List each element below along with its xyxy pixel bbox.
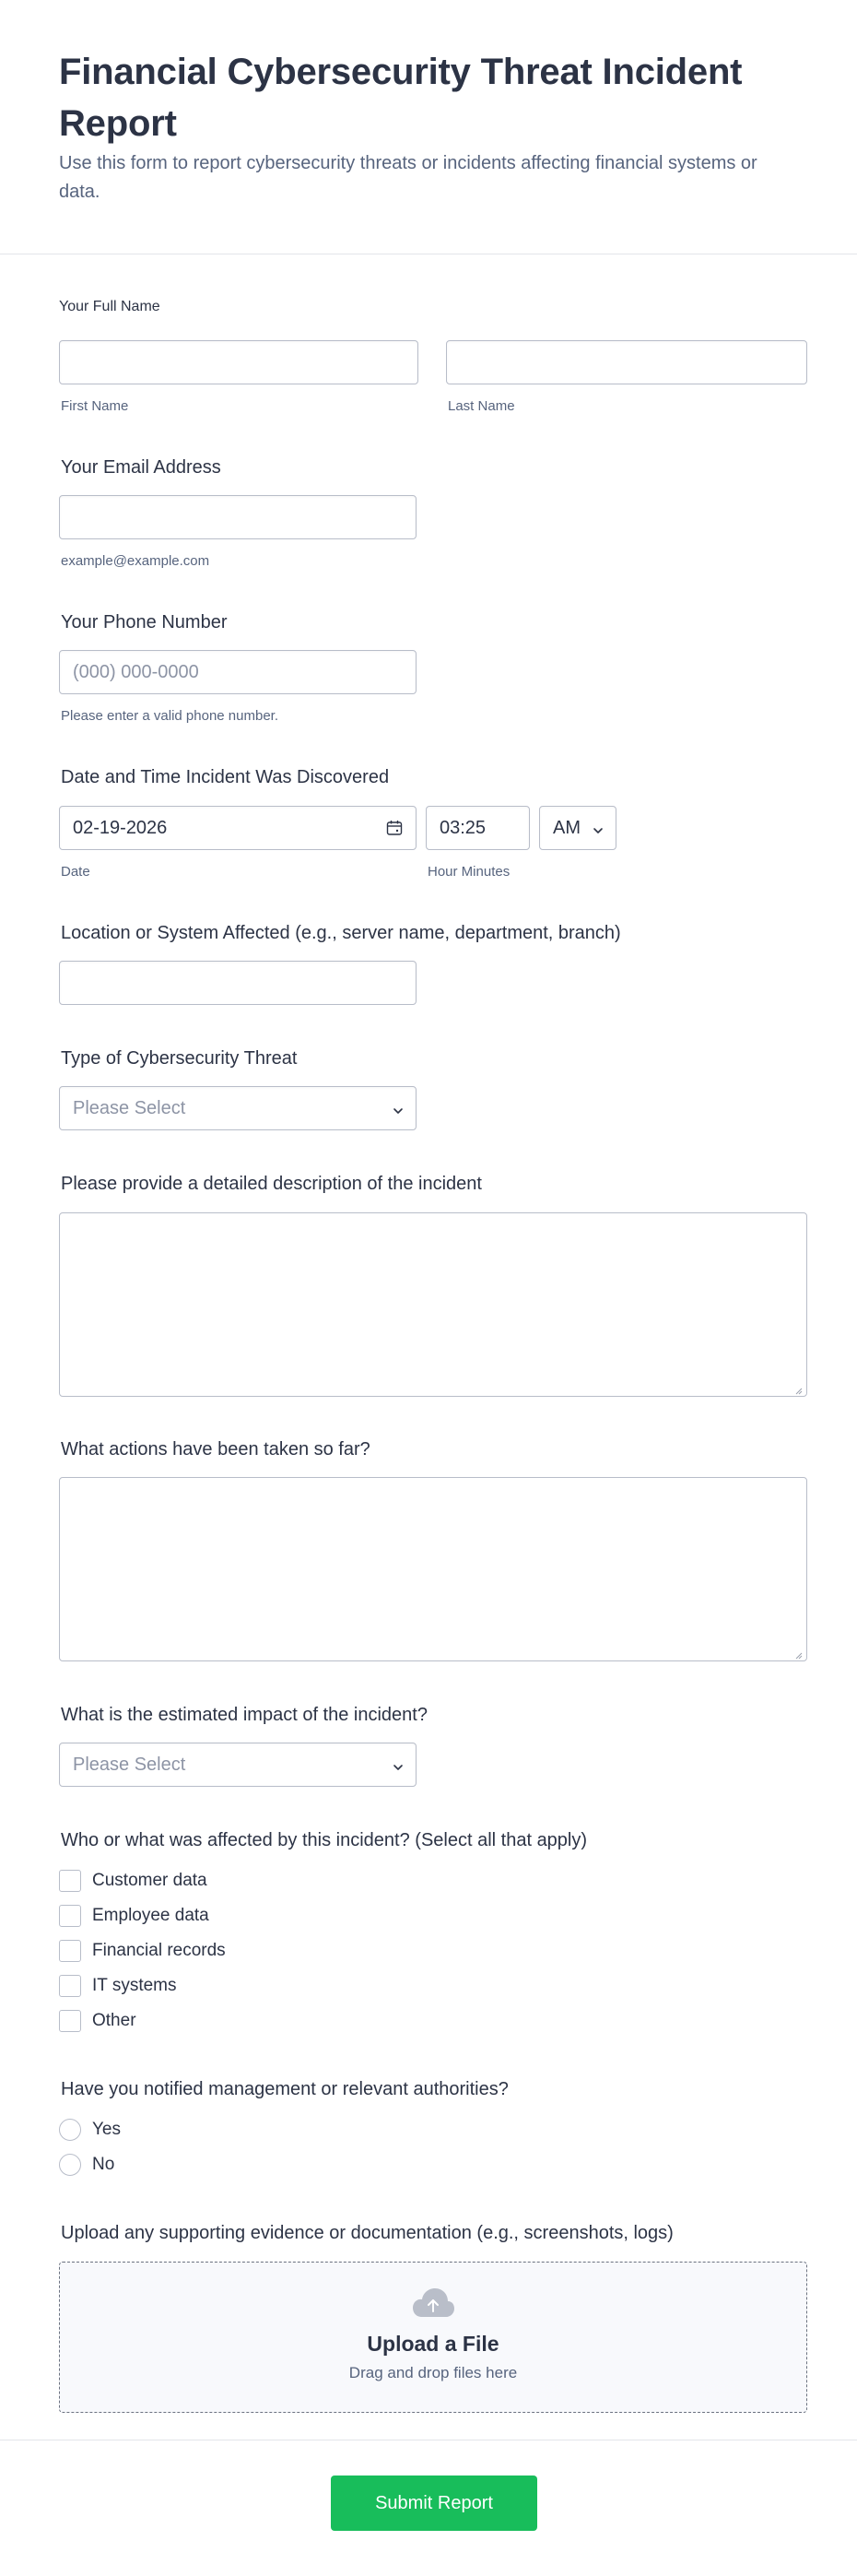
checkbox[interactable]	[59, 1905, 81, 1927]
last-name-input[interactable]	[446, 340, 807, 384]
checkbox-label: Other	[92, 2011, 136, 2030]
ampm-value: AM	[553, 817, 581, 838]
full-name-label: Your Full Name	[59, 299, 160, 314]
radio-option[interactable]	[59, 2153, 114, 2177]
description-textarea[interactable]	[59, 1212, 807, 1397]
actions-label: What actions have been taken so far?	[61, 1439, 370, 1459]
submit-button[interactable]: Submit Report	[331, 2476, 537, 2531]
affected-label: Who or what was affected by this incident? (Select all that apply)	[61, 1830, 588, 1850]
cloud-upload-icon	[60, 2286, 806, 2324]
phone-label: Your Phone Number	[61, 612, 228, 632]
email-label: Your Email Address	[61, 457, 221, 478]
first-name-sublabel: First Name	[61, 398, 129, 414]
form-footer	[0, 2440, 857, 2576]
datetime-label: Date and Time Incident Was Discovered	[61, 767, 390, 787]
checkbox-label: Customer data	[92, 1871, 207, 1890]
radio-label: Yes	[92, 2120, 121, 2139]
phone-sublabel: Please enter a valid phone number.	[61, 708, 278, 724]
time-value: 03:25	[440, 817, 487, 838]
location-label: Location or System Affected (e.g., server name, department, branch)	[61, 923, 621, 943]
actions-textarea[interactable]	[59, 1477, 807, 1661]
location-input[interactable]	[59, 961, 417, 1005]
email-input[interactable]	[59, 495, 417, 539]
checkbox-label: Employee data	[92, 1906, 209, 1925]
file-upload-dropzone[interactable]	[59, 2262, 807, 2413]
threat-type-select[interactable]	[59, 1086, 417, 1130]
time-sublabel: Hour Minutes	[428, 864, 511, 880]
date-value: 02-19-2026	[73, 817, 168, 838]
page-subtitle: Use this form to report cybersecurity threats or incidents affecting financial systems or data.	[59, 153, 757, 202]
radio[interactable]	[59, 2119, 81, 2141]
email-sublabel: example@example.com	[61, 553, 210, 569]
checkbox-label: IT systems	[92, 1976, 177, 1995]
first-name-input[interactable]	[59, 340, 418, 384]
upload-label: Upload any supporting evidence or documentation (e.g., screenshots, logs)	[61, 2223, 674, 2243]
last-name-sublabel: Last Name	[448, 398, 515, 414]
checkbox-label: Financial records	[92, 1941, 226, 1960]
checkbox[interactable]	[59, 1870, 81, 1892]
chevron-down-icon	[392, 1758, 405, 1771]
form-header	[0, 0, 857, 254]
radio[interactable]	[59, 2154, 81, 2176]
checkbox-option[interactable]	[59, 2009, 136, 2033]
checkbox-option[interactable]	[59, 1869, 207, 1893]
date-input[interactable]	[59, 806, 417, 850]
checkbox[interactable]	[59, 1975, 81, 1997]
checkbox[interactable]	[59, 2010, 81, 2032]
resize-grip-icon[interactable]	[793, 1383, 803, 1392]
checkbox-option[interactable]	[59, 1974, 177, 1998]
threat-type-placeholder: Please Select	[73, 1097, 186, 1118]
impact-label: What is the estimated impact of the incident?	[61, 1705, 428, 1725]
page-title: Financial Cybersecurity Threat Incident Report	[59, 52, 743, 144]
checkbox[interactable]	[59, 1940, 81, 1962]
chevron-down-icon	[592, 821, 605, 834]
radio-label: No	[92, 2155, 115, 2174]
ampm-select[interactable]	[539, 806, 616, 850]
date-sublabel: Date	[61, 864, 90, 880]
time-input[interactable]	[426, 806, 530, 850]
chevron-down-icon	[392, 1102, 405, 1115]
upload-title: Upload a File	[367, 2332, 499, 2356]
threat-type-label: Type of Cybersecurity Threat	[61, 1048, 298, 1069]
phone-input[interactable]	[59, 650, 417, 694]
description-label: Please provide a detailed description of the incident	[61, 1174, 482, 1194]
phone-placeholder: (000) 000-0000	[73, 661, 199, 682]
checkbox-option[interactable]	[59, 1904, 209, 1928]
resize-grip-icon[interactable]	[793, 1648, 803, 1657]
impact-select[interactable]	[59, 1743, 417, 1787]
impact-placeholder: Please Select	[73, 1754, 186, 1775]
notified-label: Have you notified management or relevant authorities?	[61, 2079, 509, 2099]
radio-option[interactable]	[59, 2118, 121, 2142]
checkbox-option[interactable]	[59, 1939, 226, 1963]
upload-hint: Drag and drop files here	[348, 2364, 518, 2381]
calendar-icon[interactable]	[386, 820, 403, 836]
